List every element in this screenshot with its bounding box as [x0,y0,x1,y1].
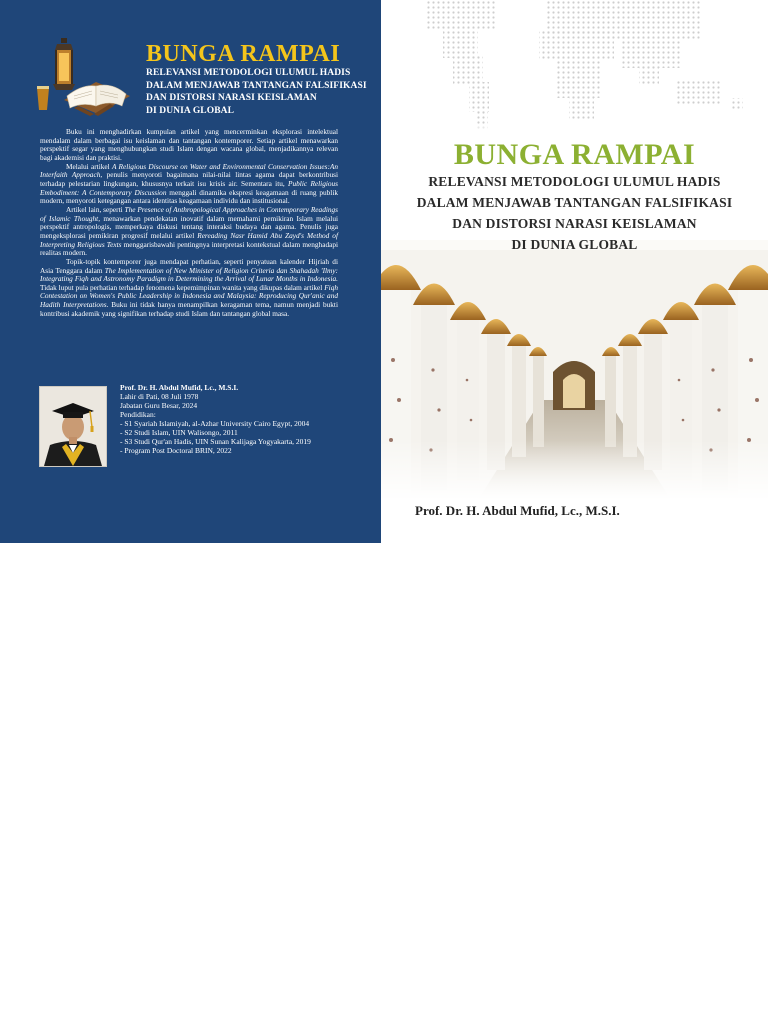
front-subtitle-line: DAN DISTORSI NARASI KEISLAMAN [452,216,697,231]
tea-glass-icon [37,86,49,110]
synopsis-paragraph: Topik-topik kontemporer juga mendapat perhatian, seperti penyatuan kalender Hijriah di Asia Tenggara dalam The Implementation of New Minister of Religion Criteria dan Shahadah 'Ilmy: Integrating Fiqh and Astronomy Paradigm in Determining the Arrival of Lunar Months in Indonesia. Tidak luput pula perhatian terhadap fenomena kepemimpinan wanita yang dikupas dalam artikel Fiqh Contestation on Women's Public Leadership in Indonesia and Malaysia: Reproducing Qur'anic and Hadith Interpretations. Buku ini tidak hanya menampilkan keragaman tema, namun menjadi bukti kontribusi akademik yang signifikan terhadap studi Islam dan tantangan global masa. [40,256,338,318]
front-author: Prof. Dr. H. Abdul Mufid, Lc., M.S.I. [415,503,620,518]
back-subtitle [146,67,376,117]
back-title: BUNGA RAMPAI [146,41,341,67]
arcade [381,240,768,500]
education-item: - S3 Studi Qur'an Hadis, UIN Sunan Kalijaga Yogyakarta, 2019 [120,437,311,446]
back-subtitle-line: RELEVANSI METODOLOGI ULUMUL HADIS [146,68,351,78]
lantern-icon [53,38,75,90]
front-subtitle-line: RELEVANSI METODOLOGI ULUMUL HADIS [428,174,721,189]
front-subtitle [381,171,768,255]
synopsis [40,128,338,318]
book-stand-icon [64,82,130,116]
synopsis-paragraph: Buku ini menghadirkan kumpulan artikel yang mencerminkan eksplorasi intelektual mendalam dalam berbagai isu keislaman dan tantangan kontemporer. Setiap artikel menawarkan perspektif segar yang menghubungkan studi Islam dengan wacana global, menjadikannya relevan bagi akademisi dan praktisi. [40,127,338,162]
back-subtitle-line: DAN DISTORSI NARASI KEISLAMAN [146,93,317,103]
author-position: Jabatan Guru Besar, 2024 [120,401,198,410]
front-cover [381,0,768,543]
back-subtitle-line: DI DUNIA GLOBAL [146,105,235,116]
education-item: - Program Post Doctoral BRIN, 2022 [120,446,232,455]
front-title: BUNGA RAMPAI [453,138,696,171]
synopsis-paragraph: Melalui artikel A Religious Discourse on Water and Environmental Conservation Issues:An Interfaith Approach, penulis menyoroti bagaimana nilai-nilai lintas agama dapat berkontribusi terhadap pelestarian lingkungan, khususnya terkait isu krisis air. Sementara itu, Public Religious Embodiment: A Contemporary Discussion menggali dinamika ekspresi keagamaan di ruang publik modern, menyoroti ketegangan antara identitas keagamaan individu dan institusional. [40,161,339,206]
author-bio [120,383,360,455]
front-subtitle-line: DALAM MENJAWAB TANTANGAN FALSIFIKASI [416,195,733,210]
back-cover [0,0,381,543]
author-born: Lahir di Pati, 08 Juli 1978 [120,392,199,401]
back-subtitle-line: DALAM MENJAWAB TANTANGAN FALSIFIKASI [146,80,367,91]
author-portrait-icon [40,387,106,466]
world-map-dots [426,0,743,130]
education-label: Pendidikan: [120,410,156,419]
synopsis-paragraph: Artikel lain, seperti The Presence of Anthropological Approaches in Contemporary Readings of Islamic Thought, menawarkan pendekatan inovatif dalam memahami pemikiran Islam melalui perspektif antropologis, memperkaya diskusi tentang interaksi budaya dan agama. Penulis juga mengeksplorasi pemikiran progresif melalui artikel Rereading Nasr Hamid Abu Zayd's Method of Interpreting Religious Texts menggarisbawahi pentingnya interpretasi kontekstual dalam menghadapi realitas modern. [40,204,339,258]
education-item: - S1 Syariah Islamiyah, al-Azhar University Cairo Egypt, 2004 [120,419,310,428]
author-photo [39,386,107,467]
education-item: - S2 Studi Islam, UIN Walisongo, 2011 [120,428,238,437]
lantern-book-illustration [34,36,134,116]
author-name: Prof. Dr. H. Abdul Mufid, Lc., M.S.I. [120,383,239,392]
front-subtitle-line: DI DUNIA GLOBAL [511,237,638,252]
